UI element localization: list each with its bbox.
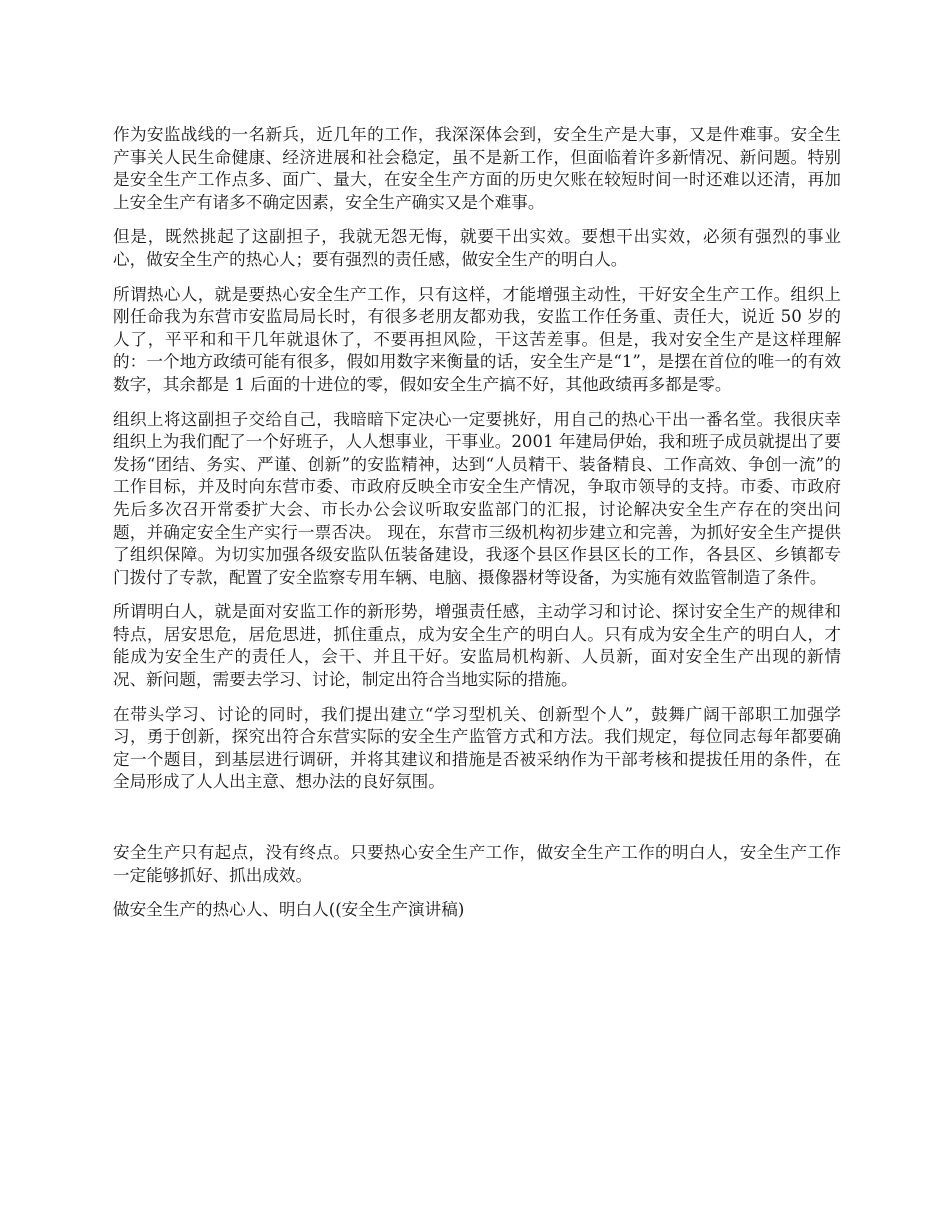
paragraph-conclusion: 安全生产只有起点，没有终点。只要热心安全生产工作，做安全生产工作的明白人，安全生产工作一定能够抓好、抓出成效。 (113, 843, 841, 885)
paragraph-intro: 作为安监战线的一名新兵，近几年的工作，我深深体会到，安全生产是大事，又是件难事。安全生产事关人民生命健康、经济进展和社会稳定，虽不是新工作，但面临着许多新情况、新问题。特别是安全生产工作点多、面广、量大，在安全生产方面的历史欠账在较短时间一时还难以还清，再加上安全生产有诸多不确定因素，安全生产确实又是个难事。 (113, 125, 841, 212)
paragraph-clear-minded: 所谓明白人，就是面对安监工作的新形势，增强责任感，主动学习和讨论、探讨安全生产的规律和特点，居安思危，居危思进，抓住重点，成为安全生产的明白人。只有成为安全生产的明白人，才能成为安全生产的责任人，会干、并且干好。安监局机构新、人员新，面对安全生产出现的新情况、新问题，需要去学习、讨论，制定出符合当地实际的措施。 (113, 602, 841, 690)
paragraph-commitment: 但是，既然挑起了这副担子，我就无怨无悔，就要干出实效。要想干出实效，必须有强烈的事业心，做安全生产的热心人；要有强烈的责任感，做安全生产的明白人。 (113, 227, 841, 269)
paragraph-enthusiast: 所谓热心人，就是要热心安全生产工作，只有这样，才能增强主动性，干好安全生产工作。组织上刚任命我为东营市安监局局长时，有很多老朋友都劝我，安监工作任务重、责任大，说近 50 岁的人了，平平和和干几年就退休了，不要再担风险，干这苦差事。但是，我对安全生产是这样理解的：一个地方政绩可能有很多，假如用数字来衡量的话，安全生产是“1”，是摆在首位的唯一的有效数字，其余都是 1 后面的十进位的零，假如安全生产搞不好，其他政绩再多都是零。 (113, 284, 841, 394)
document-body (113, 124, 841, 934)
document-title-footer: 做安全生产的热心人、明白人((安全生产演讲稿) (113, 900, 465, 920)
paragraph-organization: 组织上将这副担子交给自己，我暗暗下定决心一定要挑好，用自己的热心干出一番名堂。我很庆幸组织上为我们配了一个好班子，人人想事业，干事业。2001 年建局伊始，我和班子成员就提出了要发扬“团结、务实、严谨、创新”的安监精神，达到“人员精干、装备精良、工作高效、争创一流”的工作目标，并及时向东营市委、市政府反映全市安全生产情况，争取市领导的支持。市委、市政府先后多次召开常委扩大会、市长办公会议听取安监部门的汇报，讨论解决安全生产存在的突出问题，并确定安全生产实行一票否决。 现在，东营市三级机构初步建立和完善，为抓好安全生产提供了组织保障。为切实加强各级安监队伍装备建设，我逐个县区作县区长的工作，各县区、乡镇都专门拨付了专款，配置了安全监察专用车辆、电脑、摄像器材等设备，为实施有效监管制造了条件。 (113, 409, 841, 587)
paragraph-learning: 在带头学习、讨论的同时，我们提出建立“学习型机关、创新型个人”，鼓舞广阔干部职工加强学习，勇于创新，探究出符合东营实际的安全生产监管方式和方法。我们规定，每位同志每年都要确定一个题目，到基层进行调研，并将其建议和措施是否被采纳作为干部考核和提拔任用的条件，在全局形成了人人出主意、想办法的良好氛围。 (113, 704, 841, 792)
